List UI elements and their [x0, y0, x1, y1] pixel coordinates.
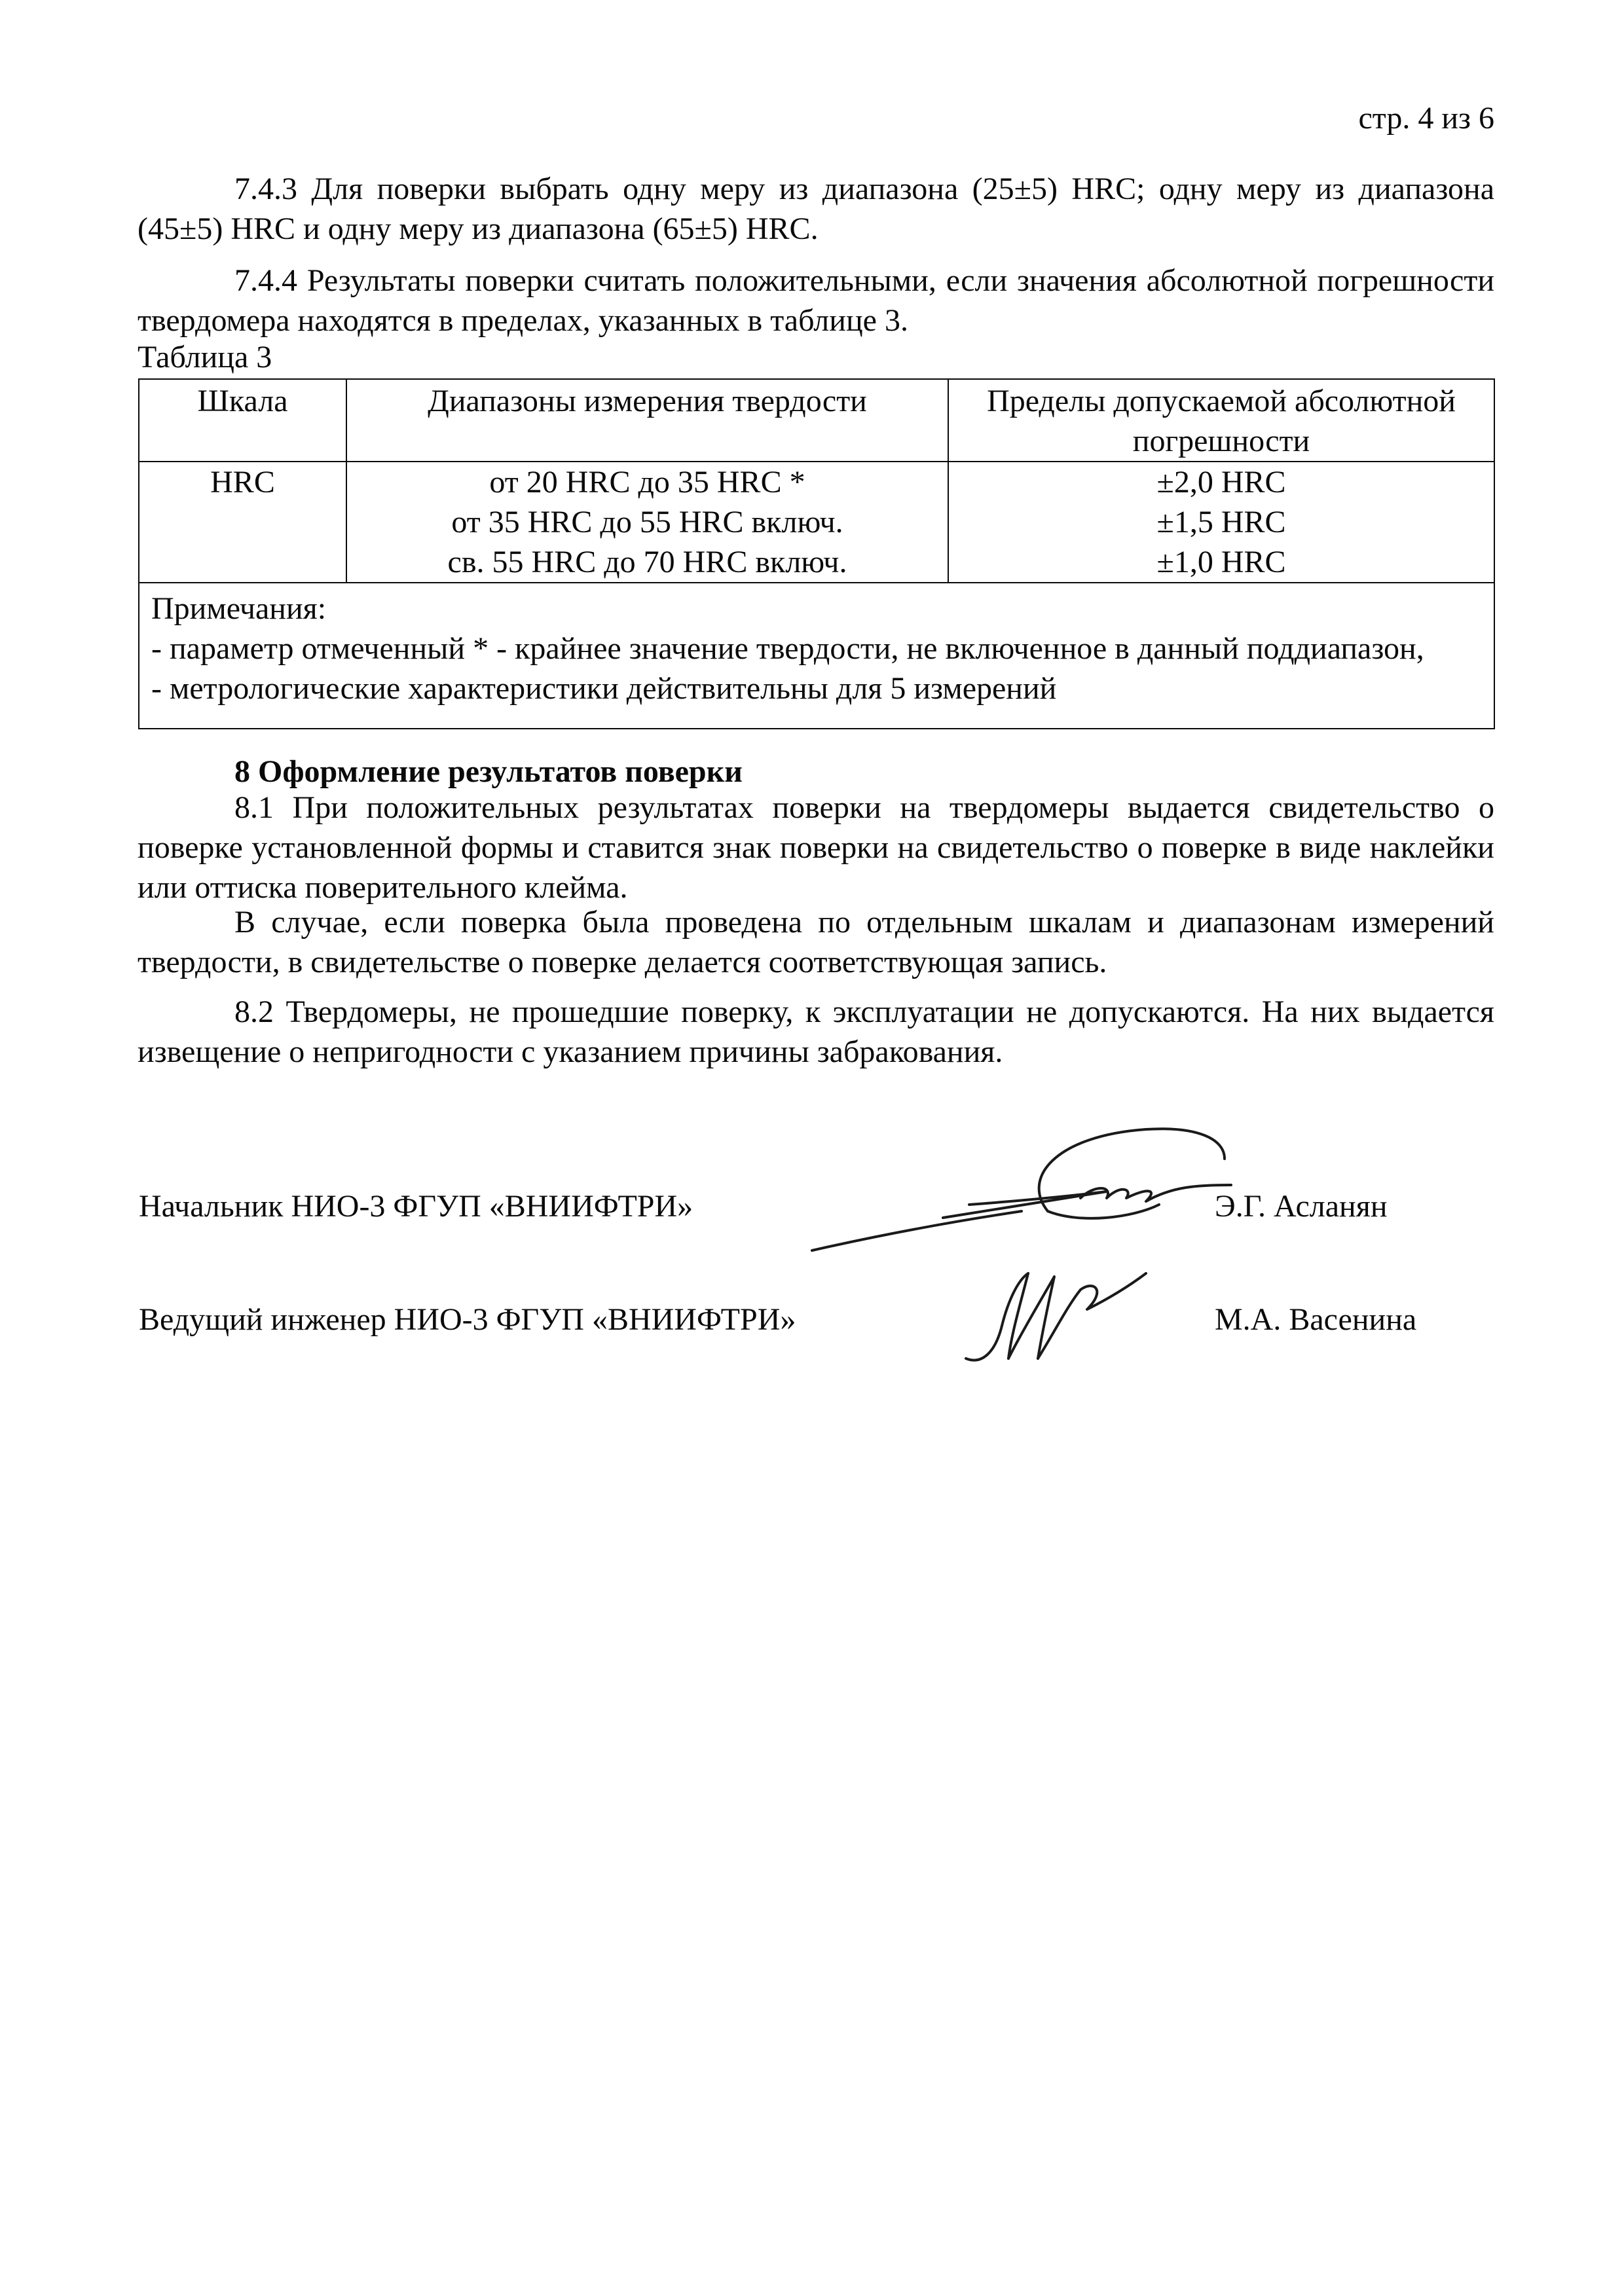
cell-ranges	[346, 462, 948, 583]
signatory-name: М.А. Васенина	[1215, 1302, 1417, 1337]
cell-scale: HRC	[139, 462, 346, 583]
cell-errors	[948, 462, 1494, 583]
note-item: - параметр отмеченный * - крайнее значение твердости, не включенное в данный поддиапазон,	[151, 631, 1424, 666]
notes-title: Примечания:	[151, 591, 327, 626]
paragraph-8-1-continued: В случае, если поверка была проведена по отдельным шкалам и диапазонам измерений твердости, в свидетельстве о поверке делается соответствующая запись.	[138, 905, 1494, 979]
handwritten-signature	[956, 1260, 1153, 1372]
table-notes-row	[139, 583, 1494, 729]
header-errors-line-2: погрешности	[1132, 424, 1310, 458]
paragraph-7-4-3: 7.4.3 Для поверки выбрать одну меру из диапазона (25±5) HRC; одну меру из диапазона (45±5) HRC и одну меру из диапазона (65±5) HRC.	[138, 172, 1494, 246]
table-row	[139, 462, 1494, 583]
header-scale: Шкала	[139, 379, 346, 462]
header-errors	[948, 379, 1494, 462]
range-item: св. 55 HRC до 70 HRC включ.	[447, 545, 847, 579]
signatory-title: Ведущий инженер НИО-3 ФГУП «ВНИИФТРИ»	[139, 1302, 796, 1337]
paragraph-8-1: 8.1 При положительных результатах поверки на твердомеры выдается свидетельство о поверке установленной формы и ставится знак поверки на свидетельство о поверке в виде наклейки или оттиска поверительного клейма.	[138, 790, 1494, 905]
error-item: ±1,0 HRC	[1156, 545, 1286, 579]
range-item: от 20 HRC до 35 HRC *	[489, 465, 805, 500]
table-3	[138, 378, 1495, 729]
table-notes	[139, 583, 1494, 729]
note-item: - метрологические характеристики действительны для 5 измерений	[151, 671, 1057, 706]
error-item: ±2,0 HRC	[1156, 465, 1286, 500]
header-errors-line-1: Пределы допускаемой абсолютной	[987, 384, 1456, 418]
handwritten-signature	[805, 1113, 1264, 1264]
section-8-heading: 8 Оформление результатов поверки	[234, 754, 743, 789]
paragraph-8-2: 8.2 Твердомеры, не прошедшие поверку, к эксплуатации не допускаются. На них выдается извещение о непригодности с указанием причины забракования.	[138, 994, 1494, 1069]
signatory-title: Начальник НИО-3 ФГУП «ВНИИФТРИ»	[139, 1189, 693, 1224]
page-number: стр. 4 из 6	[1358, 101, 1494, 136]
table-caption: Таблица 3	[138, 340, 272, 374]
range-item: от 35 HRC до 55 HRC включ.	[451, 505, 843, 539]
signatory-name: Э.Г. Асланян	[1215, 1189, 1388, 1224]
error-item: ±1,5 HRC	[1156, 505, 1286, 539]
paragraph-7-4-4: 7.4.4 Результаты поверки считать положительными, если значения абсолютной погрешности твердомера находятся в пределах, указанных в таблице 3.	[138, 263, 1494, 338]
header-ranges: Диапазоны измерения твердости	[346, 379, 948, 462]
table-header-row	[139, 379, 1494, 462]
